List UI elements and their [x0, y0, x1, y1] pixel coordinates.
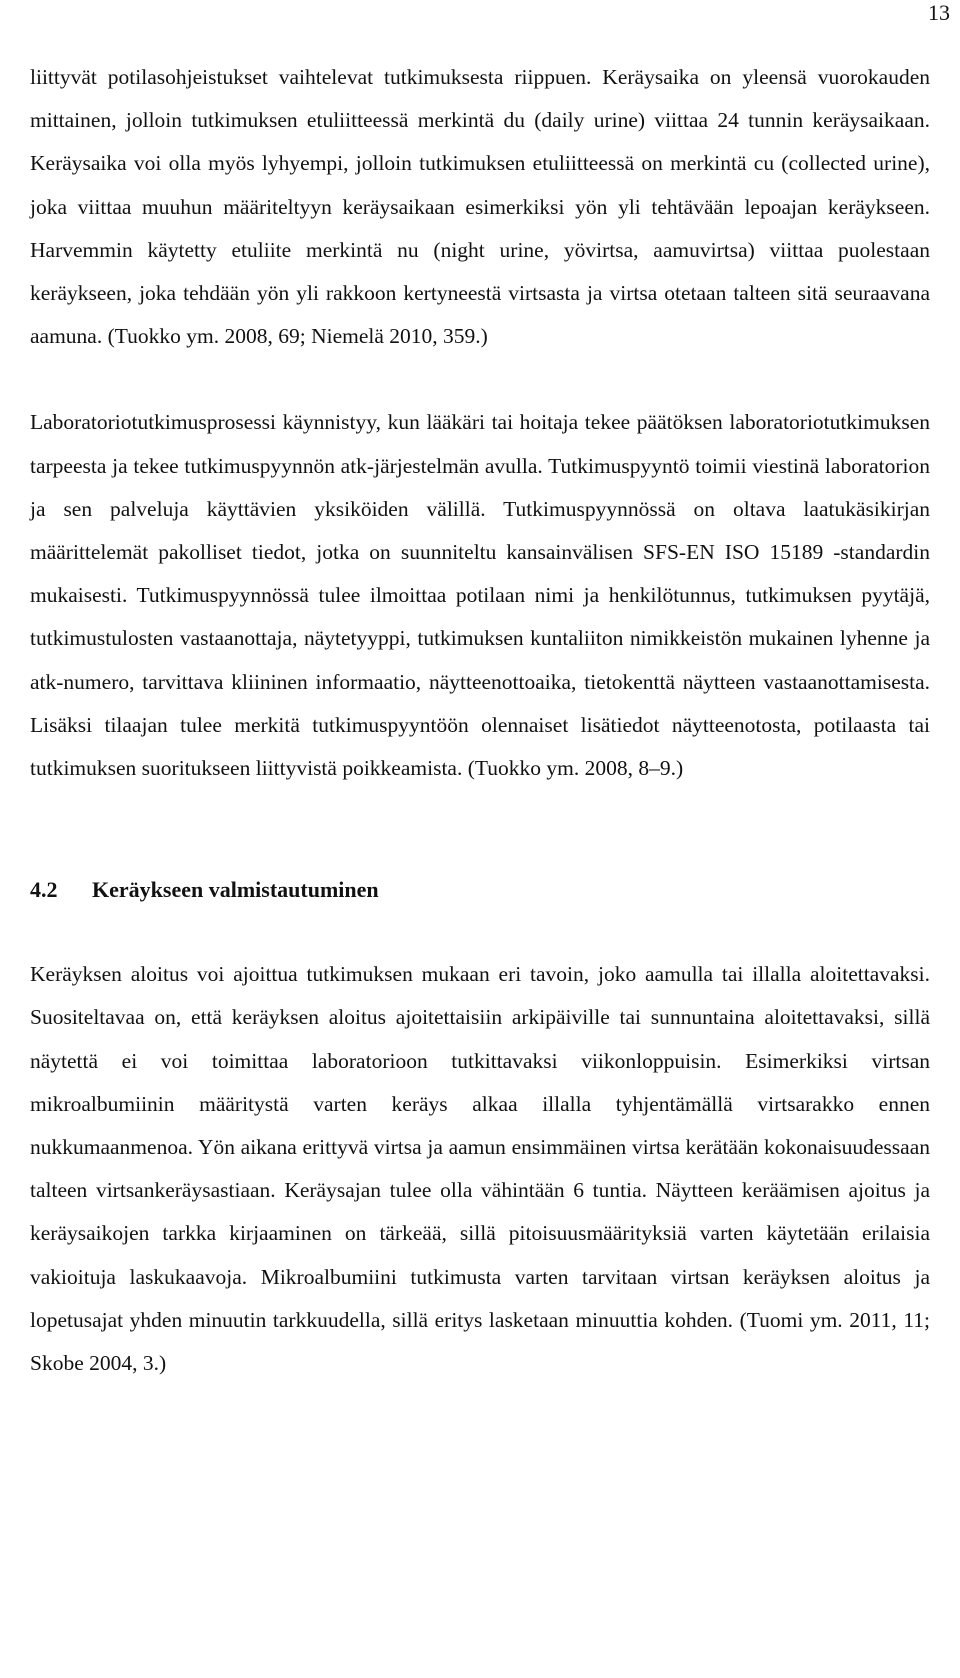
- page-number: 13: [928, 0, 950, 25]
- paragraph-gap: [30, 358, 930, 401]
- paragraph-urine-collection-prefixes: liittyvät potilasohjeistukset vaihtelevat tutkimuksesta riippuen. Keräysaika on yleensä vuorokauden mittainen, jolloin tutkimuksen etuliitteessä merkintä du (daily urine) viittaa 24 tunnin keräysaikaan. Keräysaika voi olla myös lyhyempi, jolloin tutkimuksen etuliitteessä on merkintä cu (collected urine), joka viittaa muuhun määriteltyyn keräysaikaan esimerkiksi yön yli tehtävään lepoajan keräykseen. Harvemmin käytetty etuliite merkintä nu (night urine, yövirtsa, aamuvirtsa) viittaa puolestaan keräykseen, joka tehdään yön yli rakkoon kertyneestä virtsasta ja virtsa otetaan talteen sitä seuraavana aamuna. (Tuokko ym. 2008, 69; Niemelä 2010, 359.): [30, 65, 930, 349]
- document-body: [30, 56, 930, 1385]
- paragraph-collection-preparation: Keräyksen aloitus voi ajoittua tutkimuksen mukaan eri tavoin, joko aamulla tai illalla aloitettavaksi. Suositeltavaa on, että keräyksen aloitus ajoitettaisiin arkipäiville tai sunnuntaina aloitettavaksi, sillä näytettä ei voi toimittaa laboratorioon tutkittavaksi viikonloppuisin. Esimerkiksi virtsan mikroalbumiinin määritystä varten keräys alkaa illalla tyhjentämällä virtsarakko ennen nukkumaanmenoa. Yön aikana erittyvä virtsa ja aamun ensimmäinen virtsa kerätään kokonaisuudessaan talteen virtsankeräysastiaan. Keräysajan tulee olla vähintään 6 tuntia. Näytteen keräämisen ajoitus ja keräysaikojen tarkka kirjaaminen on tärkeää, sillä pitoisuusmäärityksiä varten käytetään erilaisia vakioituja laskukaavoja. Mikroalbumiini tutkimusta varten tarvitaan virtsan keräyksen aloitus ja lopetusajat yhden minuutin tarkkuudella, sillä eritys lasketaan minuuttia kohden. (Tuomi ym. 2011, 11; Skobe 2004, 3.): [30, 962, 930, 1376]
- paragraph-lab-request-process: Laboratoriotutkimusprosessi käynnistyy, kun lääkäri tai hoitaja tekee päätöksen laboratoriotutkimuksen tarpeesta ja tekee tutkimuspyynnön atk-järjestelmän avulla. Tutkimuspyyntö toimii viestinä laboratorion ja sen palveluja käyttävien yksiköiden välillä. Tutkimuspyynnössä on oltava laatukäsikirjan määrittelemät pakolliset tiedot, jotka on suunniteltu kansainvälisen SFS-EN ISO 15189 -standardin mukaisesti. Tutkimuspyynnössä tulee ilmoittaa potilaan nimi ja henkilötunnus, tutkimuksen pyytäjä, tutkimustulosten vastaanottaja, näytetyyppi, tutkimuksen kuntaliiton nimikkeistön mukainen lyhenne ja atk-numero, tarvittava kliininen informaatio, näytteenottoaika, tietokenttä näytteen vastaanottamisesta. Lisäksi tilaajan tulee merkitä tutkimuspyyntöön olennaiset lisätiedot näytteenotosta, potilaasta tai tutkimuksen suoritukseen liittyvistä poikkeamista. (Tuokko ym. 2008, 8–9.): [30, 410, 930, 781]
- section-title: Keräykseen valmistautuminen: [92, 877, 379, 903]
- section-gap: [30, 790, 930, 868]
- heading-gap: [30, 911, 930, 953]
- section-number: 4.2: [30, 877, 58, 903]
- section-heading: [30, 868, 930, 911]
